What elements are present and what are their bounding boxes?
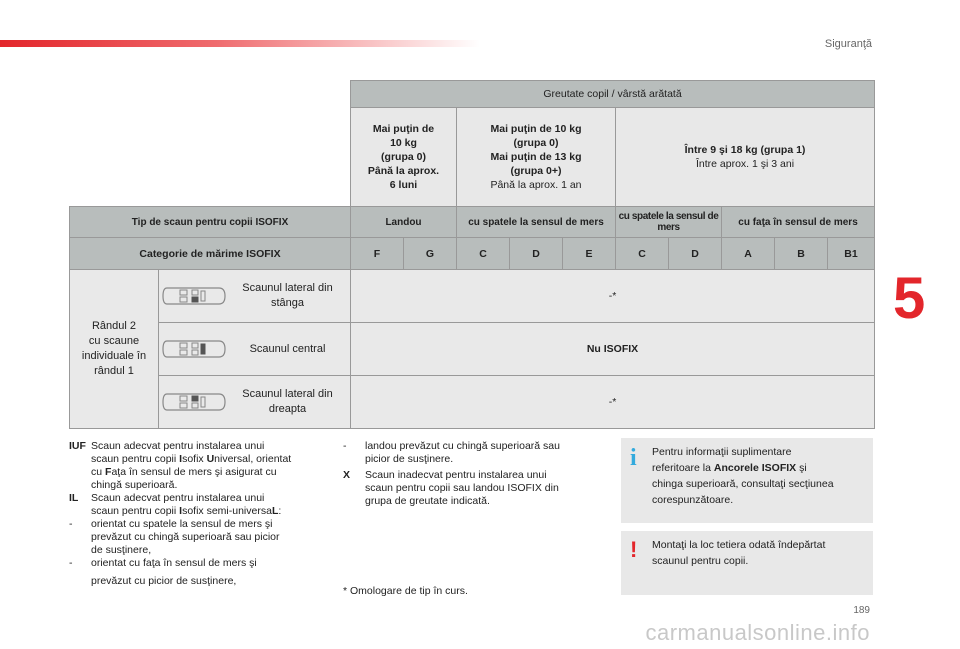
page-number: 189 (853, 605, 870, 616)
seat-right-value: -* (351, 376, 875, 429)
note-x: X Scaun inadecvat pentru instalarea unui scaun pentru copii sau landou ISOFIX din grupa de greutate indicată. (343, 469, 559, 507)
weight-header: Greutate copil / vârstă arătată (351, 81, 875, 108)
seat-type-forward-facing: cu faţa în sensul de mers (722, 207, 875, 238)
seat-left-value: -* (351, 270, 875, 323)
seat-type-rear-facing: cu spatele la sensul de mers (457, 207, 616, 238)
size-category-label: Categorie de mărime ISOFIX (70, 238, 351, 270)
section-title: Siguranţă (824, 38, 872, 50)
note-iuf: IUF Scaun adecvat pentru instalarea unui scaun pentru copii Isofix Universal, orientat cu Faţa în sensul de mers şi asigurat cu chingă superioară. (69, 440, 292, 491)
size-category: C (457, 238, 510, 270)
note-rear-facing: - orientat cu spatele la sensul de mers şi prevăzut cu chingă superioară sau picior de susţinere, (69, 518, 280, 556)
note-landou: - landou prevăzut cu chingă superioară sau picior de susţinere. (343, 440, 560, 465)
warning-icon: ! (630, 537, 638, 562)
seat-right-icon (161, 390, 227, 414)
seat-name: stânga (270, 297, 305, 309)
seat-center-icon (161, 337, 227, 361)
info-text: Pentru informaţii suplimentare referitoare la Ancorele ISOFIX şi chinga superioară, consultaţi secţiunea corespunzătoare. (652, 446, 834, 506)
note-il: IL Scaun adecvat pentru instalarea unui scaun pentru copii Isofix semi-universaL: (69, 492, 282, 517)
size-category: D (669, 238, 722, 270)
seat-left (159, 270, 351, 323)
seat-type-rear-facing-2: cu spatele la sensul de mers (616, 207, 722, 238)
seat-left-icon (161, 284, 227, 308)
seat-right (159, 376, 351, 429)
seat-name: Scaunul central (249, 343, 326, 355)
size-category: A (722, 238, 775, 270)
isofix-table (69, 80, 875, 429)
seat-name: dreapta (268, 403, 307, 415)
legend-notes-left (69, 440, 339, 588)
chapter-number: 5 (893, 266, 926, 331)
watermark: carmanualsonline.info (645, 620, 870, 645)
legend-notes-mid (343, 440, 605, 508)
size-category: B1 (828, 238, 875, 270)
info-box (621, 438, 873, 523)
footnote: * Omologare de tip în curs. (343, 585, 468, 597)
weight-group-1: Între 9 şi 18 kg (grupa 1) Între aprox. 1 şi 3 ani (616, 108, 875, 207)
seat-type-label: Tip de scaun pentru copii ISOFIX (70, 207, 351, 238)
row-label: Rândul 2 cu scaune individuale în rândul 1 (70, 270, 159, 429)
size-category: E (563, 238, 616, 270)
seat-center-value: Nu ISOFIX (351, 323, 875, 376)
weight-group-0: Mai puţin de 10 kg (grupa 0) Până la aprox. 6 luni (351, 108, 457, 207)
weight-group-0plus: Mai puţin de 10 kg (grupa 0) Mai puţin de 13 kg (grupa 0+) Până la aprox. 1 an (457, 108, 616, 207)
seat-center (159, 323, 351, 376)
size-category: B (775, 238, 828, 270)
seat-name: Scaunul lateral din (242, 388, 333, 400)
header-accent-bar (0, 40, 480, 47)
size-category: F (351, 238, 404, 270)
seat-name: Scaunul lateral din (242, 282, 333, 294)
size-category: G (404, 238, 457, 270)
size-category: C (616, 238, 669, 270)
info-icon: i (630, 445, 637, 471)
note-forward-facing: - orientat cu faţa în sensul de mers şi prevăzut cu picior de susţinere, (69, 557, 257, 587)
seat-type-landou: Landou (351, 207, 457, 238)
warning-box (621, 531, 873, 595)
size-category: D (510, 238, 563, 270)
warning-text: Montaţi la loc tetiera odată îndepărtat scaunul pentru copii. (652, 539, 826, 567)
